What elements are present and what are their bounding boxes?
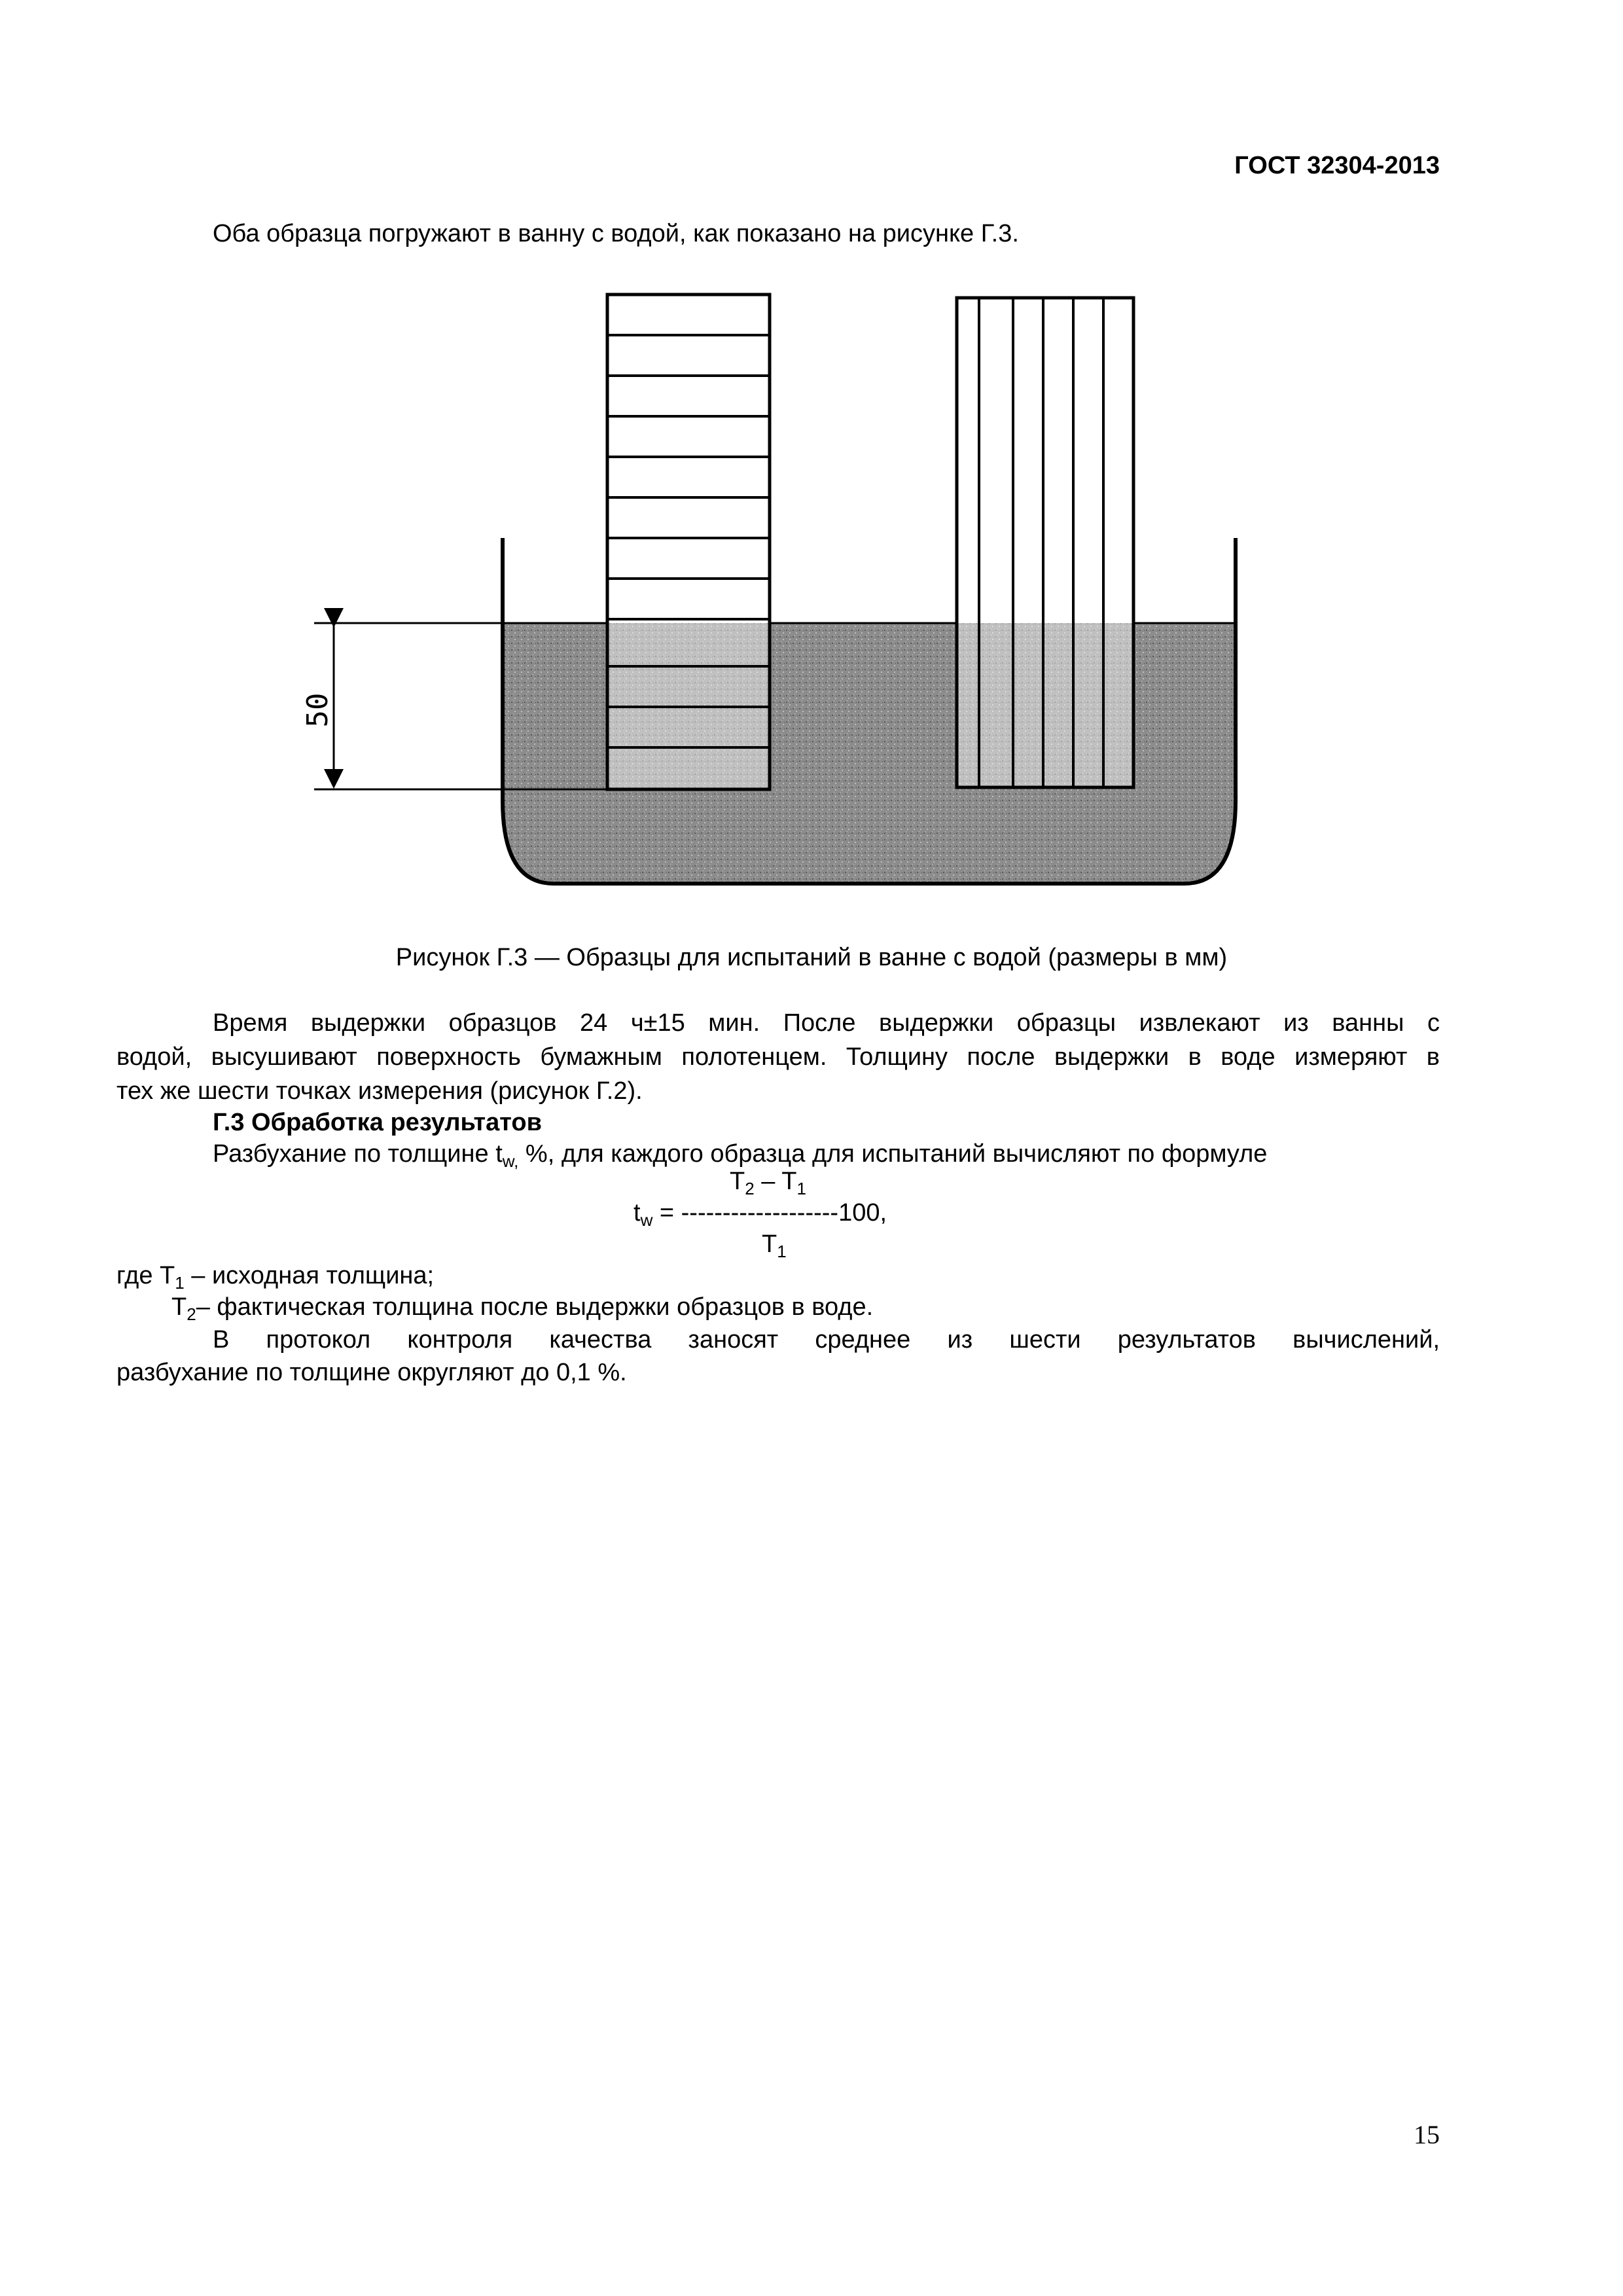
dimension-label: 50 — [301, 692, 334, 728]
formula-den-sub: 1 — [777, 1242, 787, 1261]
paragraph-1-line-3: тех же шести точках измерения (рисунок Г.2). — [116, 1077, 643, 1105]
formula-lhs-sub: w — [640, 1210, 653, 1230]
formula-main-line — [633, 1195, 887, 1231]
specimen-right — [957, 298, 1133, 787]
formula-lhs: t — [633, 1199, 641, 1227]
formula-numerator — [730, 1164, 806, 1200]
where-t1-text: – исходная толщина; — [184, 1262, 435, 1289]
formula-t1-sub: 1 — [796, 1179, 806, 1198]
formula-t2: T — [730, 1168, 745, 1195]
formula-equation: = -------------------100, — [652, 1199, 887, 1227]
formula-minus-t1: – T — [754, 1168, 797, 1195]
paragraph-2-text-end: %, для каждого образца для испытаний вычисляют по формуле — [518, 1140, 1268, 1168]
paragraph-2-text: Разбухание по толщине t — [213, 1140, 503, 1168]
paragraph-1-line-1: Время выдержки образцов 24 ч±15 мин. После выдержки образцы извлекают из ванны с — [213, 1009, 1440, 1037]
intro-paragraph: Оба образца погружают в ванну с водой, как показано на рисунке Г.3. — [213, 220, 1019, 247]
where-t2-text: – фактическая толщина после выдержки образцов в воде. — [196, 1293, 874, 1321]
where-t1-sub: 1 — [175, 1273, 185, 1293]
document-standard-number: ГОСТ 32304-2013 — [1234, 152, 1440, 179]
where-t2-sub: 2 — [187, 1304, 196, 1324]
specimen-left — [607, 295, 770, 789]
where-t1-pre: где T — [116, 1262, 175, 1289]
formula-den: T — [762, 1230, 777, 1258]
where-t2 — [171, 1289, 873, 1325]
paragraph-3-line-2: разбухание по толщине округляют до 0,1 %. — [116, 1359, 627, 1386]
paragraph-3-line-1: В протокол контроля качества заносят среднее из шести результатов вычислений, — [213, 1326, 1440, 1354]
formula-denominator — [762, 1227, 787, 1263]
figure-bath-diagram — [0, 281, 1623, 923]
paragraph-1-line-2: водой, высушивают поверхность бумажным полотенцем. Толщину после выдержки в воде измеряют в — [116, 1043, 1440, 1071]
page-number: 15 — [1414, 2120, 1440, 2149]
figure-caption: Рисунок Г.3 — Образцы для испытаний в ванне с водой (размеры в мм) — [395, 944, 1228, 971]
where-t1 — [116, 1258, 434, 1294]
paragraph-2-subscript: w, — [502, 1151, 519, 1171]
where-t2-pre: T — [171, 1293, 187, 1321]
formula-t2-sub: 2 — [745, 1179, 755, 1198]
section-heading: Г.3 Обработка результатов — [213, 1109, 542, 1136]
